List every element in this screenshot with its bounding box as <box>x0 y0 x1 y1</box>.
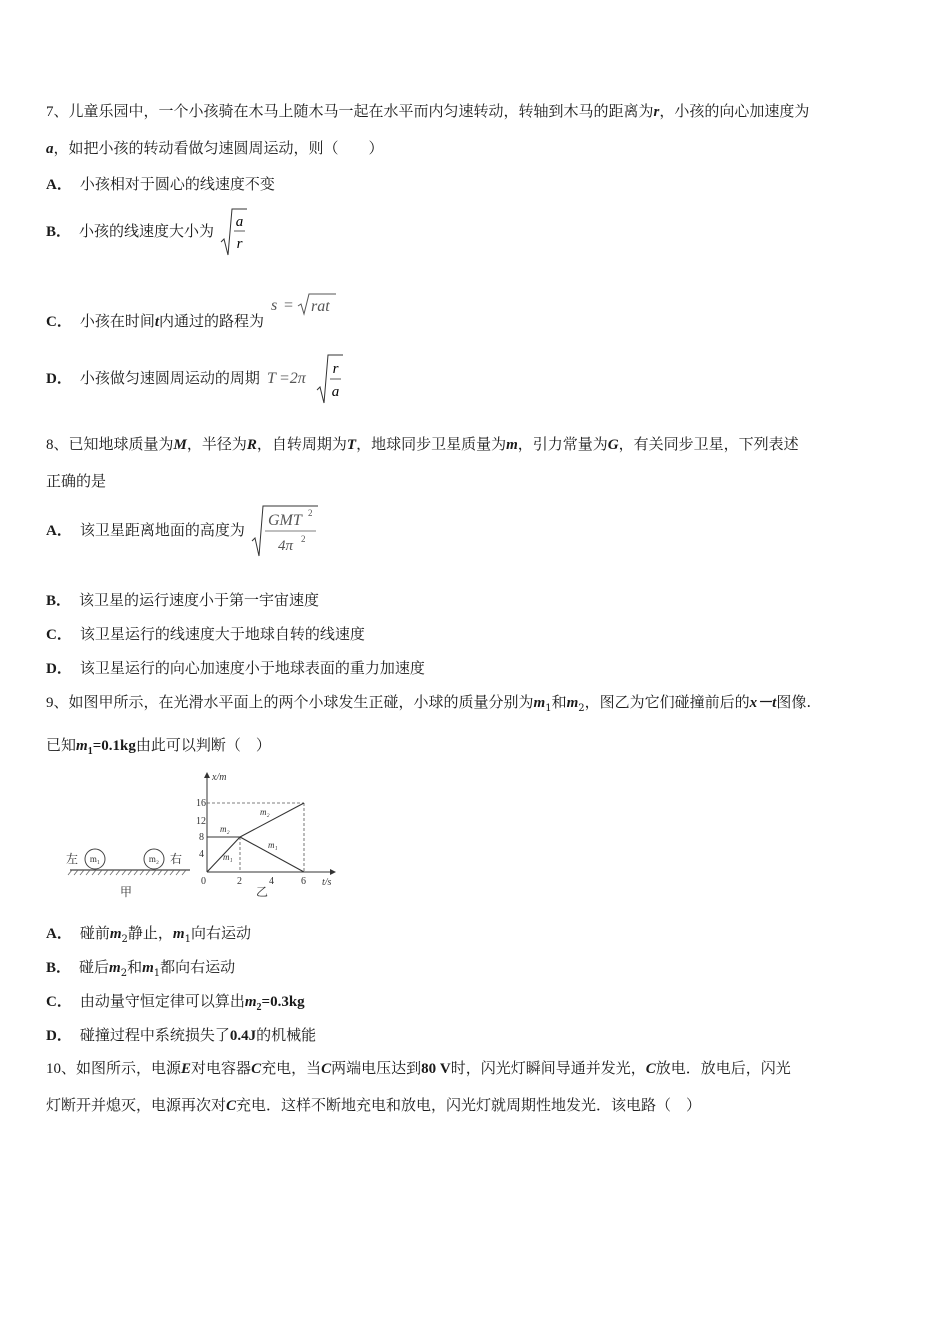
svg-text:rat: rat <box>310 298 330 315</box>
svg-text:8: 8 <box>199 832 204 843</box>
q9-option-d: D． 碰撞过程中系统损失了0.4J的机械能 <box>46 1026 317 1044</box>
q9-option-b: B． 碰后$m_2$和$m_1$都向右运动 <box>46 958 236 979</box>
svg-text:6: 6 <box>301 876 306 887</box>
svg-text:m₂: m₂ <box>148 854 160 864</box>
s-equals-sqrt-rat-formula <box>269 290 339 322</box>
svg-text:r: r <box>332 361 339 377</box>
svg-text:m₁: m₁ <box>268 840 278 850</box>
svg-text:右: 右 <box>170 852 183 866</box>
q8-option-b: B． 该卫星的运行速度小于第一宇宙速度 <box>46 591 320 609</box>
svg-text:m₂: m₂ <box>260 807 270 817</box>
q8-option-c: C． 该卫星运行的线速度大于地球自转的线速度 <box>46 625 365 643</box>
svg-text:乙: 乙 <box>256 885 269 899</box>
svg-text:r: r <box>236 236 243 252</box>
orbit-height-formula <box>250 503 322 559</box>
collision-figure <box>60 760 360 905</box>
svg-text:t/s: t/s <box>322 877 332 888</box>
svg-text:m₁: m₁ <box>89 854 101 864</box>
q7-option-c: C． 小孩在时间t内通过的路程为 s = rat <box>46 290 339 333</box>
svg-text:4: 4 <box>199 849 204 860</box>
question-8: 8、已知地球质量为M，半径为R，自转周期为T，地球同步卫星质量为m，引力常量为G，有关同步卫星，下列表述 正确的是 <box>46 435 799 490</box>
xt-graph <box>196 772 336 888</box>
svg-text:=2π: =2π <box>278 370 306 387</box>
q8-option-a: A． 该卫星距离地面的高度为 GMT 2 4π 2 <box>46 503 322 559</box>
q7-option-b: B． 小孩的线速度大小为 a r <box>46 206 249 258</box>
svg-text:16: 16 <box>196 798 206 809</box>
svg-text:4π: 4π <box>277 538 293 554</box>
q9-option-a: A． 碰前$m_2$静止，$m_1$向右运动 <box>46 924 251 945</box>
period-formula <box>265 352 355 406</box>
svg-text:2: 2 <box>237 876 242 887</box>
q8-option-d: D． 该卫星运行的向心加速度小于地球表面的重力加速度 <box>46 659 425 677</box>
svg-text:=: = <box>283 297 293 314</box>
question-9: 9、如图甲所示，在光滑水平面上的两个小球发生正碰，小球的质量分别为$m_1$和$m_2$，图乙为它们碰撞前后的x－t图像. 已知$m_1=0.1kg$由此可以判断（ ） <box>46 693 812 757</box>
svg-text:GMT: GMT <box>267 512 302 529</box>
svg-text:m₁: m₁ <box>223 852 233 862</box>
svg-text:a: a <box>235 214 244 230</box>
svg-text:左: 左 <box>66 852 79 866</box>
question-7: 7、儿童乐园中，一个小孩骑在木马上随木马一起在水平而内匀速转动，转轴到木马的距离为r，小孩的向心加速度为 a，如把小孩的转动看做匀速圆周运动，则（ ） <box>46 102 810 157</box>
q7-option-a: A． 小孩相对于圆心的线速度不变 <box>46 175 275 193</box>
svg-text:s: s <box>270 297 278 314</box>
svg-text:12: 12 <box>196 816 206 827</box>
svg-text:a: a <box>331 384 339 400</box>
q9-option-c: C． 由动量守恒定律可以算出$m_2=0.3kg$ <box>46 992 305 1013</box>
svg-text:甲: 甲 <box>120 885 133 899</box>
svg-text:4: 4 <box>269 876 274 887</box>
svg-text:2: 2 <box>307 508 313 518</box>
svg-text:0: 0 <box>201 876 206 887</box>
question-10: 10、如图所示，电源E对电容器C充电，当C两端电压达到80 V时，闪光灯瞬间导通并发光，C放电．放电后，闪光 灯断开并熄灭，电源再次对C充电．这样不断地充电和放电，闪光灯就周期性地发光．该电路（ ） <box>46 1059 791 1114</box>
svg-text:2: 2 <box>300 534 306 544</box>
q7-option-d: D． 小孩做匀速圆周运动的周期 T =2π r a <box>46 352 355 406</box>
svg-text:x/m: x/m <box>212 772 227 783</box>
sqrt-a-over-r-formula <box>219 206 249 258</box>
svg-text:T: T <box>266 370 276 387</box>
svg-text:m₂: m₂ <box>220 824 230 834</box>
